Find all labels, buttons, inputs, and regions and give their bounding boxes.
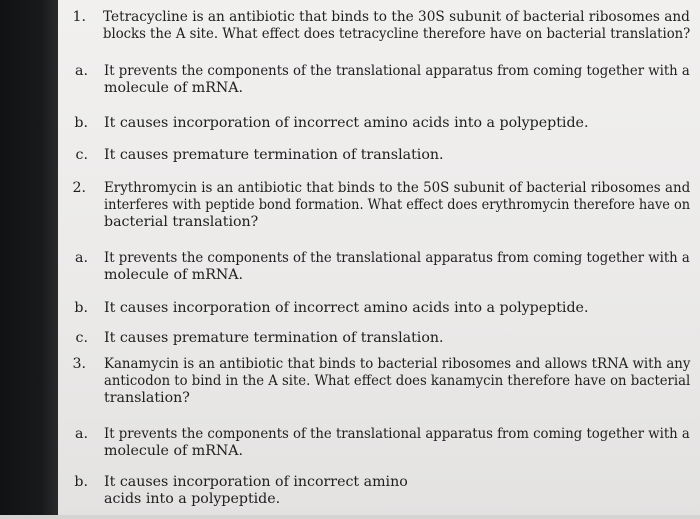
option-text-line: molecule of mRNA. <box>104 80 244 96</box>
option-text-line: It prevents the components of the translational apparatus from coming together with a <box>104 426 690 442</box>
option-letter: c. <box>75 330 88 346</box>
option-text-line: It causes incorporation of incorrect amino <box>104 474 408 490</box>
question-text-line: interferes with peptide bond formation. What effect does erythromycin therefore have on <box>104 197 691 213</box>
option-letter: b. <box>74 115 88 131</box>
question-number: 2. <box>72 180 86 196</box>
question-text-line: anticodon to bind in the A site. What effect does kanamycin therefore have on bacterial <box>104 373 691 389</box>
question-text-line: Kanamycin is an antibiotic that binds to bacterial ribosomes and allows tRNA with any <box>104 356 691 372</box>
question-text-line: bacterial translation? <box>104 214 259 230</box>
question-text-line: translation? <box>104 390 190 406</box>
option-text-line: molecule of mRNA. <box>104 267 244 283</box>
option-letter: a. <box>75 250 88 266</box>
option-text-line: It prevents the components of the translational apparatus from coming together with a <box>104 250 690 266</box>
option-text-line: It causes premature termination of translation. <box>104 330 444 346</box>
option-letter: a. <box>75 426 88 442</box>
question-number: 1. <box>72 9 86 25</box>
option-text-line: acids into a polypeptide. <box>104 491 281 507</box>
question-text-line: blocks the A site. What effect does tetracycline therefore have on bacterial translation? <box>103 26 691 42</box>
question-number: 3. <box>72 356 86 372</box>
question-text-line: Tetracycline is an antibiotic that binds to the 30S subunit of bacterial ribosomes and <box>103 9 690 25</box>
option-text-line: It causes incorporation of incorrect amino acids into a polypeptide. <box>104 300 589 316</box>
option-letter: a. <box>75 63 88 79</box>
question-text-line: Erythromycin is an antibiotic that binds to the 50S subunit of bacterial ribosomes and <box>104 180 691 196</box>
option-letter: b. <box>74 300 88 316</box>
option-text-line: molecule of mRNA. <box>104 443 244 459</box>
option-text-line: It prevents the components of the translational apparatus from coming together with a <box>104 63 690 79</box>
option-text-line: It causes incorporation of incorrect amino acids into a polypeptide. <box>104 115 589 131</box>
option-letter: b. <box>74 474 88 490</box>
option-text-line: It causes premature termination of translation. <box>104 147 444 163</box>
option-letter: c. <box>75 147 88 163</box>
